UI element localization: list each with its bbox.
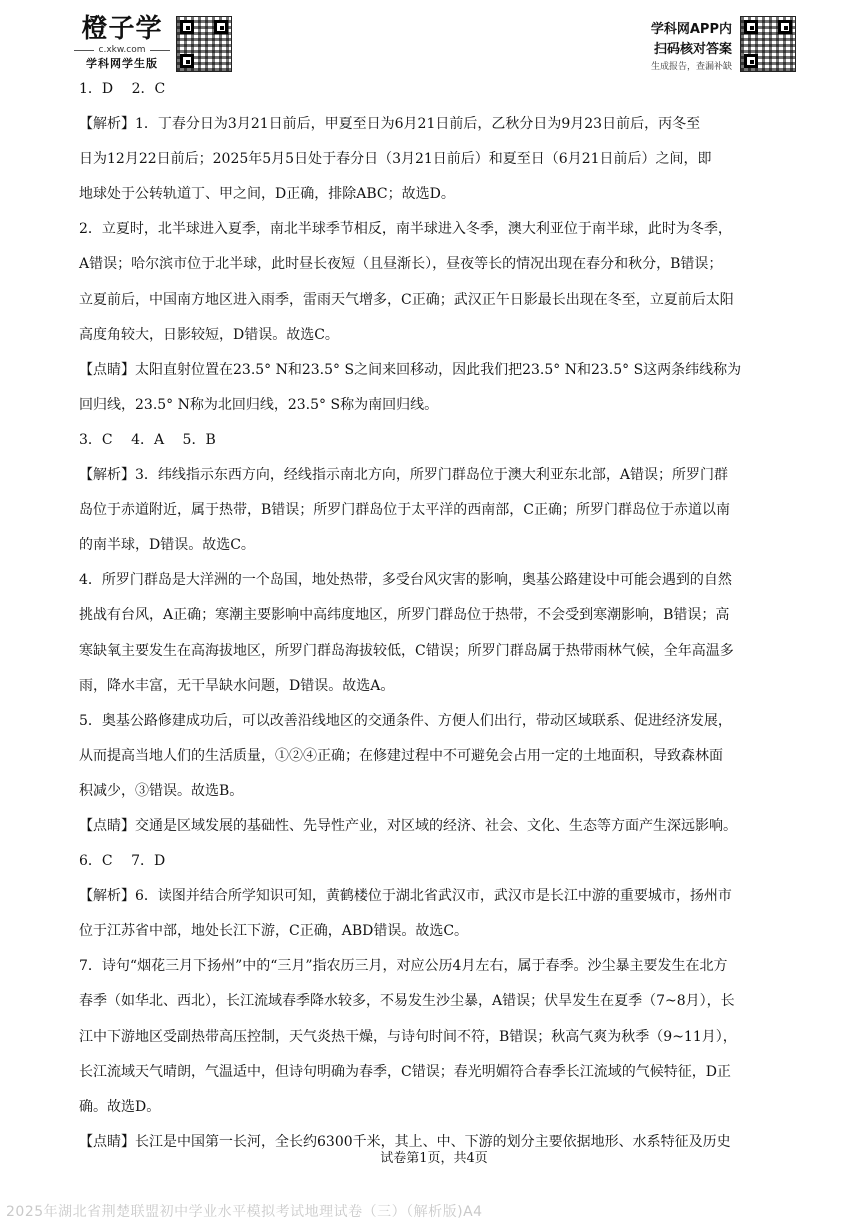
text-line: 立夏前后，中国南方地区进入雨季，雷雨天气增多，C正确；武汉正午日影最长出现在冬至，立夏前后太阳	[79, 291, 734, 308]
text-line: 挑战有台风，A正确；寒潮主要影响中高纬度地区，所罗门群岛位于热带，不会受到寒潮影响，B错误；高	[79, 607, 730, 624]
text-line: 【点睛】长江是中国第一长河，全长约6300千米，其上、中、下游的划分主要依据地形、水系特征及历史	[79, 1133, 731, 1150]
text-line: 春季（如华北、西北），长江流域春季降水较多，不易发生沙尘暴，A错误；伏旱发生在夏季（7~8月），长	[79, 993, 735, 1010]
text-line: 5．奥基公路修建成功后，可以改善沿线地区的交通条件、方便人们出行，带动区域联系、促进经济发展，	[79, 712, 732, 729]
text-line: 2．立夏时，北半球进入夏季，南北半球季节相反，南半球进入冬季，澳大利亚位于南半球，此时为冬季，	[79, 221, 732, 238]
text-line: 位于江苏省中部，地处长江下游，C正确，ABD错误。故选C。	[79, 923, 469, 940]
text-line: 日为12月22日前后；2025年5月5日处于春分日（3月21日前后）和夏至日（6月21日前后）之间，即	[79, 151, 712, 168]
text-line: 3．C 4．A 5．B	[79, 431, 216, 448]
text-line: 【解析】6．读图并结合所学知识可知，黄鹤楼位于湖北省武汉市，武汉市是长江中游的重要城市，扬州市	[79, 888, 732, 905]
brand-logo	[72, 14, 172, 72]
text-line: 岛位于赤道附近，属于热带，B错误；所罗门群岛位于太平洋的西南部，C正确；所罗门群岛位于赤道以南	[79, 502, 730, 519]
text-line: 雨，降水丰富，无干旱缺水问题，D错误。故选A。	[79, 677, 395, 694]
text-line: 6．C 7．D	[79, 853, 166, 870]
text-line: A错误；哈尔滨市位于北半球，此时昼长夜短（且昼渐长），昼夜等长的情况出现在春分和秋分，B错误；	[79, 256, 723, 273]
app-prompt-line2: 扫码核对答案	[653, 42, 732, 57]
text-line: 江中下游地区受副热带高压控制，天气炎热干燥，与诗句时间不符，B错误；秋高气爽为秋季（9~11月），	[79, 1028, 737, 1045]
text-line: 从而提高当地人们的生活质量，①②④正确；在修建过程中不可避免会占用一定的土地面积，导致森林面	[79, 747, 723, 764]
text-line: 4．所罗门群岛是大洋洲的一个岛国，地处热带，多受台风灾害的影响，奥基公路建设中可能会遇到的自然	[79, 572, 732, 589]
text-line: 1．D 2．C	[79, 81, 166, 97]
text-line: 7．诗句“烟花三月下扬州”中的“三月”指农历三月，对应公历4月左右，属于春季。沙尘暴主要发生在北方	[79, 958, 728, 975]
text-line: 【点睛】交通是区域发展的基础性、先导性产业，对区域的经济、社会、文化、生态等方面产生深远影响。	[79, 817, 737, 834]
document-watermark: 2025年湖北省荆楚联盟初中学业水平模拟考试地理试卷（三）（解析版)A4	[6, 1204, 483, 1220]
app-prompt-line3: 生成报告，查漏补缺	[650, 62, 732, 72]
text-line: 积减少，③错误。故选B。	[79, 782, 244, 799]
answer-check-prompt	[651, 20, 732, 74]
text-line: 高度角较大，日影较短，D错误。故选C。	[79, 326, 339, 343]
text-line: 地球处于公转轨道丁、甲之间，D正确，排除ABC；故选D。	[79, 186, 455, 203]
text-line: 的南半球，D错误。故选C。	[79, 537, 255, 554]
text-line: 回归线，23.5° N称为北回归线，23.5° S称为南回归线。	[79, 396, 439, 413]
text-line: 【点睛】太阳直射位置在23.5° N和23.5° S之间来回移动，因此我们把23.5° N和23.5° S这两条纬线称为	[79, 361, 742, 378]
text-line: 【解析】3．纬线指示东西方向，经线指示南北方向，所罗门群岛位于澳大利亚东北部，A错误；所罗门群	[79, 467, 729, 484]
text-line: 长江流域天气晴朗，气温适中，但诗句明确为春季，C错误；春光明媚符合春季长江流域的气候特征，D正	[79, 1063, 731, 1080]
app-prompt-line1: 学科网APP内	[650, 22, 732, 37]
brand-subtitle: 学科网学生版	[86, 57, 158, 70]
page-header	[0, 10, 868, 80]
qr-code-icon[interactable]	[176, 16, 232, 72]
page-number: 试卷第1页，共4页	[380, 1151, 488, 1166]
text-line: 寒缺氧主要发生在高海拔地区，所罗门群岛海拔较低，C错误；所罗门群岛属于热带雨林气候，全年高温多	[79, 642, 734, 659]
text-line: 【解析】1．丁春分日为3月21日前后，甲夏至日为6月21日前后，乙秋分日为9月23日前后，丙冬至	[79, 116, 701, 133]
answer-explanations	[79, 72, 791, 1160]
brand-domain: c.xkw.com	[72, 44, 172, 56]
brand-name: 橙子学	[81, 14, 163, 44]
qr-code-icon[interactable]	[740, 16, 796, 72]
text-line: 确。故选D。	[79, 1098, 161, 1115]
